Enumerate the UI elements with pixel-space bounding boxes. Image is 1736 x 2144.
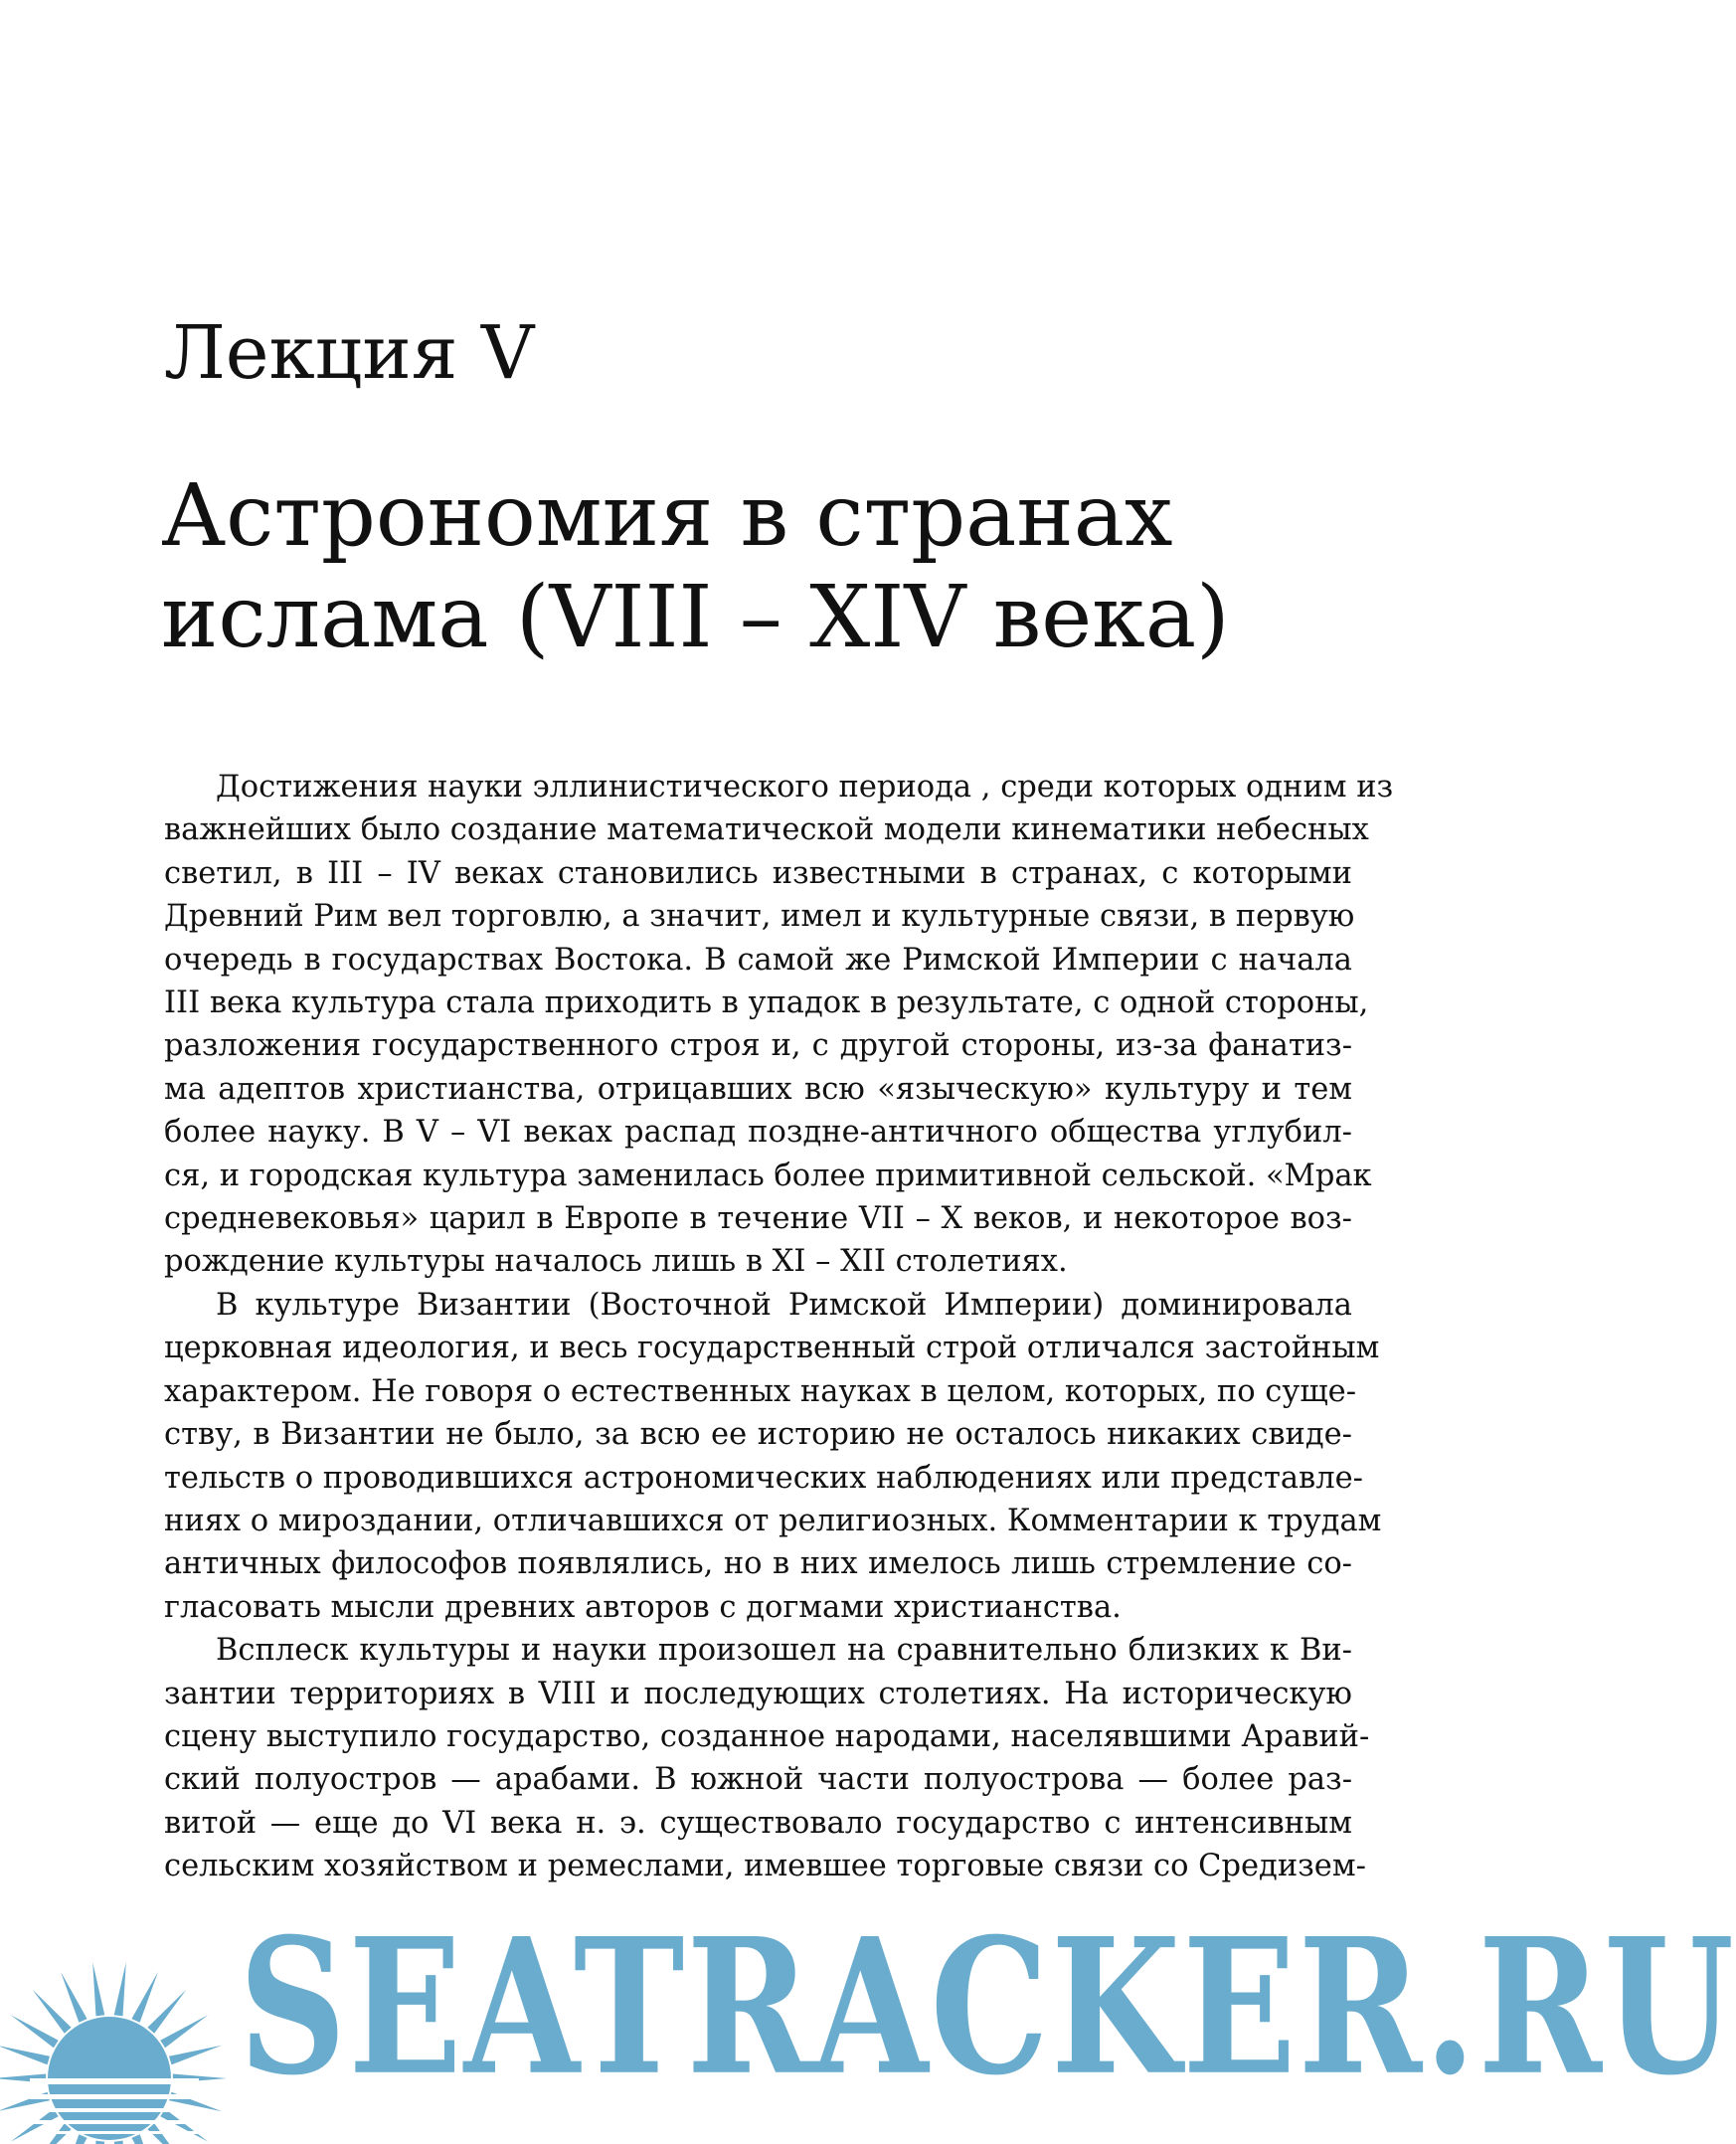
- text-line: тельств о проводившихся астрономических наблюдениях или представле-: [164, 1460, 1363, 1496]
- sun-ray: [92, 2141, 104, 2144]
- text-line: витой — еще до VI века н. э. существовало государство с интенсивным: [164, 1805, 1352, 1841]
- text-line: более науку. В V – VI веках распад поздне-античного общества углубил-: [164, 1115, 1352, 1151]
- text-line: церковная идеология, и весь государственный строй отличался застойным: [164, 1331, 1380, 1366]
- sun-ray: [33, 1990, 72, 2034]
- text-line: гласовать мысли древних авторов с догмами христианства.: [164, 1589, 1122, 1625]
- text-line: сельским хозяйством и ремеслами, имевшее торговые связи со Средизем-: [164, 1849, 1366, 1884]
- chapter-title: [161, 465, 1230, 668]
- text-line: средневековья» царил в Европе в течение VII – X веков, и некоторое воз-: [164, 1201, 1352, 1237]
- text-line: ниях о мироздании, отличавшихся от религиозных. Комментарии к трудам: [164, 1503, 1382, 1538]
- sun-ray: [160, 2015, 208, 2048]
- text-line: античных философов появлялись, но в них имелось лишь стремление со-: [164, 1546, 1352, 1582]
- text-line: светил, в III – IV веках становились известными в странах, с которыми: [164, 855, 1352, 891]
- text-line: ский полуостров — арабами. В южной части полуострова — более раз-: [164, 1762, 1352, 1798]
- body-text: [164, 766, 1394, 1888]
- sun-ray: [131, 2134, 158, 2144]
- text-line: важнейших было создание математической модели кинематики небесных: [164, 812, 1369, 848]
- sun-ray: [131, 1972, 158, 2023]
- text-line: Всплеск культуры и науки произошел на сравнительно близких к Ви-: [216, 1633, 1352, 1669]
- text-line: характером. Не говоря о естественных науках в целом, которых, по суще-: [164, 1373, 1357, 1409]
- text-line: ма адептов христианства, отрицавших всю «языческую» культуру и тем: [164, 1071, 1352, 1107]
- paragraph: [164, 1284, 1382, 1629]
- lecture-number: Лекция V: [164, 310, 535, 396]
- text-line: ся, и городская культура заменилась более примитивной сельской. «Мрак: [164, 1158, 1372, 1193]
- paragraph: [164, 1629, 1370, 1887]
- sun-ray: [160, 2109, 208, 2142]
- chapter-title-line: Астрономия в странах: [161, 466, 1173, 566]
- text-line: Древний Рим вел торговлю, а значит, имел и культурные связи, в первую: [164, 899, 1355, 935]
- sun-ray: [92, 1962, 104, 2016]
- sun-ray: [61, 2134, 87, 2144]
- text-line: очередь в государствах Востока. В самой же Римской Империи с начала: [164, 942, 1352, 978]
- sun-ray: [169, 2046, 222, 2065]
- sun-ray: [0, 2046, 50, 2065]
- text-line: разложения государственного строя и, с другой стороны, из-за фанатиз-: [164, 1028, 1352, 1064]
- text-line: зантии территориях в VIII и последующих столетиях. На историческую: [164, 1676, 1352, 1711]
- text-line: сцену выступило государство, созданное народами, населявшими Аравий-: [164, 1718, 1370, 1754]
- text-line: ству, в Византии не было, за всю ее историю не осталось никаких свиде-: [164, 1417, 1352, 1453]
- text-line: В культуре Византии (Восточной Римской Империи) доминировала: [216, 1287, 1352, 1323]
- sun-ray: [147, 1990, 186, 2034]
- sun-ray: [61, 1972, 87, 2023]
- paragraph: [164, 766, 1394, 1284]
- text-line: рождение культуры началось лишь в XI – XII столетиях.: [164, 1244, 1068, 1280]
- sun-ray: [11, 2109, 59, 2142]
- text-line: III века культура стала приходить в упадок в результате, с одной стороны,: [164, 985, 1369, 1021]
- watermark-text: SEATRACKER.RU: [239, 1897, 1736, 2117]
- text-line: Достижения науки эллинистического периода , среди которых одним из: [216, 770, 1394, 804]
- chapter-title-line: ислама (VIII – XIV века): [161, 568, 1230, 667]
- sun-ray: [11, 2015, 59, 2048]
- sun-ray: [114, 2141, 126, 2144]
- watermark: [0, 1889, 1736, 2144]
- sun-ray: [114, 1962, 126, 2016]
